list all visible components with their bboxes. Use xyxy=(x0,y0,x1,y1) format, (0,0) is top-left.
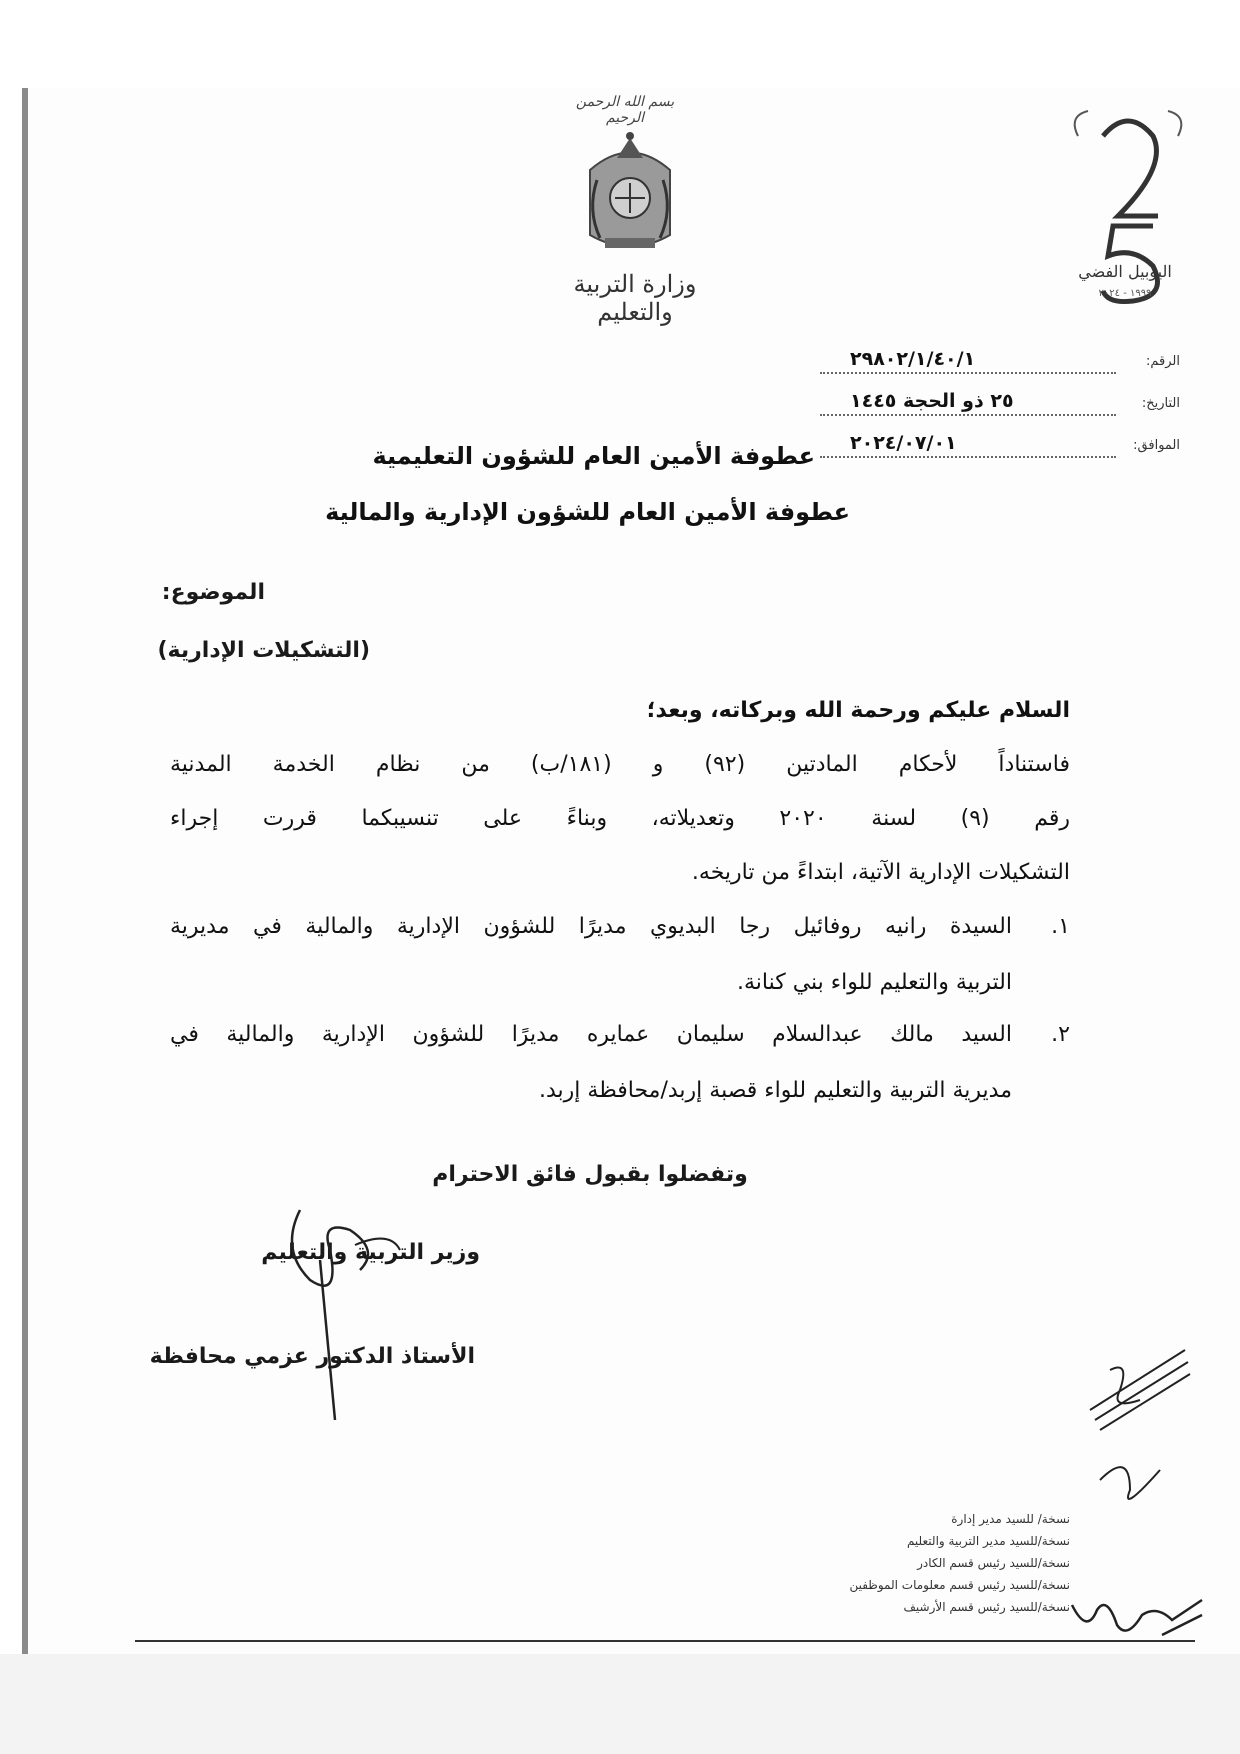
reference-hijri-row xyxy=(820,390,1180,424)
ministry-name: وزارة التربية والتعليم xyxy=(573,270,697,326)
list-item-text-line1: السيد مالك عبدالسلام سليمان عمايره مديرًا للشؤون الإدارية والمالية في xyxy=(170,1022,1012,1047)
list-item-text-line2: التربية والتعليم للواء بني كنانة. xyxy=(736,970,1012,995)
recipient-2: عطوفة الأمين العام للشؤون الإدارية والمالية xyxy=(325,498,850,526)
reference-hijri-label: التاريخ: xyxy=(1141,396,1180,411)
top-margin xyxy=(0,0,1240,88)
list-item-number: ١. xyxy=(1051,914,1070,939)
subject-value: (التشكيلات الإدارية) xyxy=(157,638,370,663)
initials-mark-icon xyxy=(1062,1585,1212,1645)
signatory-title: وزير التربية والتعليم xyxy=(261,1240,480,1265)
footer-divider xyxy=(135,1640,1195,1642)
closing-phrase: وتفضلوا بقبول فائق الاحترام xyxy=(432,1162,748,1187)
paragraph-line-3: التشكيلات الإدارية الآتية، ابتداءً من تاريخه. xyxy=(691,860,1070,885)
paragraph-line-1: فاستناداً لأحكام المادتين (٩٢) و (١٨١/ب) من نظام الخدمة المدنية xyxy=(170,752,1070,777)
minister-signature-icon xyxy=(260,1190,430,1430)
paragraph-line-2: رقم (٩) لسنة ٢٠٢٠ وتعديلاته، وبناءً على تنسيبكما قررت إجراء xyxy=(170,806,1070,831)
handwritten-annotation-icon xyxy=(1070,1330,1200,1520)
subject-label: الموضوع: xyxy=(161,580,265,605)
recipient-1: عطوفة الأمين العام للشؤون التعليمية xyxy=(372,442,815,470)
copy-line: نسخة/للسيد رئيس قسم الكادر xyxy=(917,1556,1070,1570)
list-item xyxy=(170,914,1070,1022)
list-item xyxy=(170,1022,1070,1130)
list-item-number: ٢. xyxy=(1051,1022,1070,1047)
copy-line: نسخة/للسيد رئيس قسم الأرشيف xyxy=(903,1600,1070,1614)
reference-gregorian-value: ٢٠٢٤/٠٧/٠١ xyxy=(820,432,1116,458)
copy-line: نسخة/ للسيد مدير إدارة xyxy=(951,1512,1070,1526)
copy-line: نسخة/للسيد مدير التربية والتعليم xyxy=(906,1534,1070,1548)
reference-gregorian-label: الموافق: xyxy=(1133,438,1180,453)
basmala: بسم الله الرحمن الرحيم xyxy=(575,94,675,126)
signatory-name: الأستاذ الدكتور عزمي محافظة xyxy=(149,1344,475,1369)
jubilee-years: ١٩٩٩ - ٢٠٢٤ xyxy=(1098,288,1152,299)
bottom-margin xyxy=(0,1654,1240,1754)
copy-line: نسخة/للسيد رئيس قسم معلومات الموظفين xyxy=(849,1578,1070,1592)
copies-list xyxy=(710,1508,1070,1618)
reference-number-value: ٢٩٨٠٢/١/٤٠/١ xyxy=(820,348,1116,374)
royal-crest-icon xyxy=(575,130,685,260)
reference-gregorian-row xyxy=(820,432,1180,466)
reference-hijri-value: ٢٥ ذو الحجة ١٤٤٥ xyxy=(820,390,1116,416)
reference-number-row xyxy=(820,348,1180,382)
jubilee-logo-text: اليوبيل الفضي xyxy=(1078,262,1172,281)
list-item-text-line2: مديرية التربية والتعليم للواء قصبة إربد/محافظة إربد. xyxy=(539,1078,1012,1103)
reference-number-label: الرقم: xyxy=(1146,354,1180,369)
greeting: السلام عليكم ورحمة الله وبركاته، وبعد؛ xyxy=(646,698,1070,723)
list-item-text-line1: السيدة رانيه روفائيل رجا البديوي مديرًا للشؤون الإدارية والمالية في مديرية xyxy=(170,914,1012,939)
